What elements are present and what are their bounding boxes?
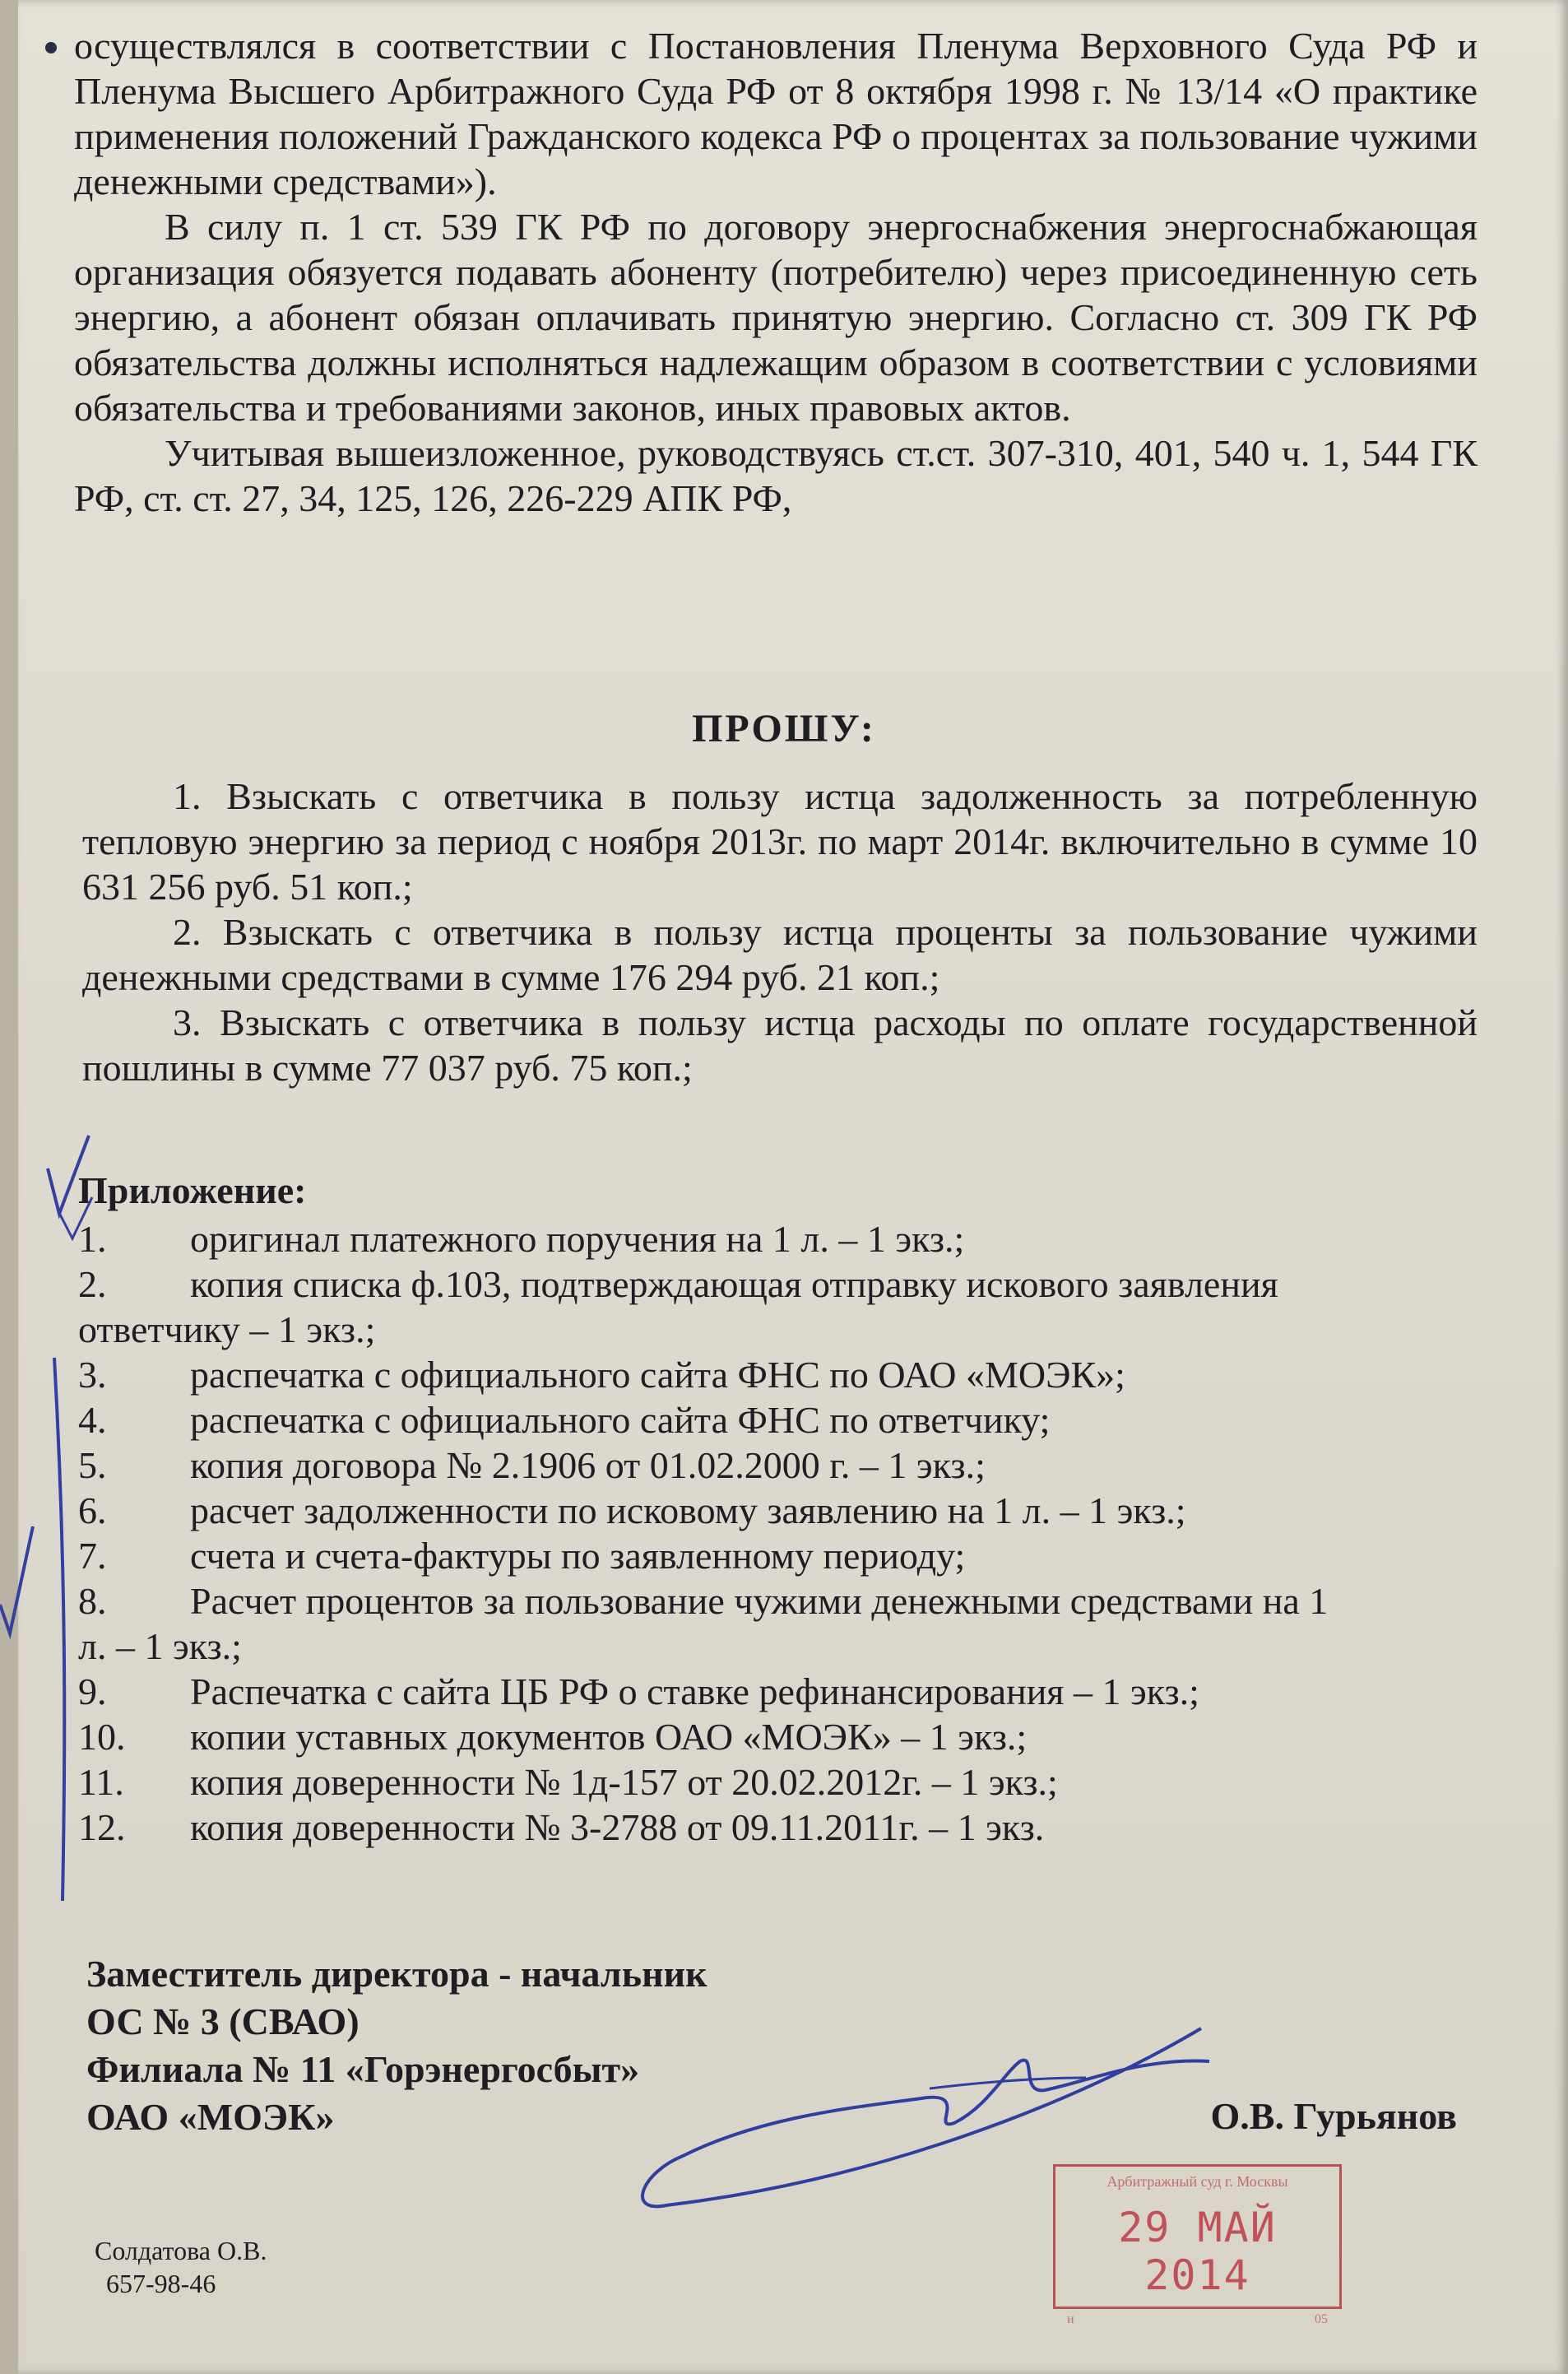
- attachment-num: 9.: [78, 1670, 107, 1712]
- attachment-num: 5.: [78, 1444, 107, 1486]
- attachment-text-cont: ответчику – 1 экз.;: [78, 1308, 376, 1350]
- attachment-num: 11.: [78, 1761, 124, 1803]
- attachment-text: Расчет процентов за пользование чужими денежными средствами на 1: [190, 1580, 1329, 1622]
- signatory-name: О.В. Гурьянов: [1210, 2095, 1457, 2137]
- request-item-3: 3. Взыскать с ответчика в пользу истца расходы по оплате государственной пошлины в сумме 77 037 руб. 75 коп.;: [82, 1001, 1478, 1089]
- signatory-company: ОАО «МОЭК»: [86, 2096, 335, 2138]
- attachment-num: 8.: [78, 1580, 107, 1622]
- executor-phone: 657-98-46: [106, 2269, 216, 2298]
- attachment-num: 4.: [78, 1399, 107, 1441]
- attachment-num: 10.: [78, 1716, 126, 1758]
- stamp-footer: и 05: [1067, 2312, 1328, 2326]
- attachment-text: копия списка ф.103, подтверждающая отправку искового заявления: [190, 1263, 1278, 1305]
- attachment-num: 6.: [78, 1489, 107, 1531]
- stamp-date: 29 МАЙ 2014: [1118, 2204, 1277, 2299]
- paragraph-1: осуществлялся в соответствии с Постановления Пленума Верховного Суда РФ и Пленума Высшего Арбитражного Суда РФ от 8 октября 1998 г. № 13/14 «О практике применения положений Гражданского кодекса РФ о процентах за пользование чужими денежными средствами»).: [74, 25, 1478, 202]
- request-heading: ПРОШУ:: [692, 707, 876, 750]
- ink-dot: [45, 42, 57, 53]
- attachment-num: 1.: [78, 1218, 107, 1260]
- attachment-text: копия доверенности № 1д-157 от 20.02.2012г. – 1 экз.;: [190, 1761, 1058, 1803]
- signatory-position: Заместитель директора - начальник: [86, 1953, 707, 1995]
- attachment-text: копия договора № 2.1906 от 01.02.2000 г. – 1 экз.;: [190, 1444, 986, 1486]
- attachment-text: оригинал платежного поручения на 1 л. – 1 экз.;: [190, 1218, 965, 1260]
- attachment-num: 2.: [78, 1263, 107, 1305]
- signatory-branch: Филиала № 11 «Горэнергосбыт»: [86, 2048, 640, 2090]
- attachment-text: расчет задолженности по исковому заявлению на 1 л. – 1 экз.;: [190, 1489, 1186, 1531]
- signatory-department: ОС № 3 (СВАО): [86, 2000, 360, 2042]
- margin-check-pen: [0, 1526, 33, 1633]
- paragraph-3: Учитывая вышеизложенное, руководствуясь ст.ст. 307-310, 401, 540 ч. 1, 544 ГК РФ, ст. ст. 27, 34, 125, 126, 226-229 АПК РФ,: [74, 432, 1478, 519]
- attachment-num: 3.: [78, 1354, 107, 1396]
- executor-name: Солдатова О.В.: [95, 2236, 267, 2265]
- stamp-code: 05: [1315, 2312, 1328, 2326]
- attachment-num: 12.: [78, 1806, 126, 1848]
- stamp-org: Арбитражный суд г. Москвы: [1106, 2173, 1288, 2190]
- attachment-text-cont: л. – 1 экз.;: [78, 1625, 242, 1667]
- attachment-text: распечатка с официального сайта ФНС по ответчику;: [190, 1399, 1051, 1441]
- paragraph-2: В силу п. 1 ст. 539 ГК РФ по договору энергоснабжения энергоснабжающая организация обязуется подавать абоненту (потребителю) через присоединенную сеть энергию, а абонент обязан оплачивать принятую энергию. Согласно ст. 309 ГК РФ обязательства должны исполняться надлежащим образом в соответствии с условиями обязательства и требованиями законов, иных правовых актов.: [74, 206, 1478, 429]
- checkmark-pen: [48, 1136, 89, 1214]
- attachment-text: копии уставных документов ОАО «МОЭК» – 1 экз.;: [190, 1716, 1028, 1758]
- bracket-pen-line: [54, 1358, 64, 1901]
- attachment-text: распечатка с официального сайта ФНС по ОАО «МОЭК»;: [190, 1354, 1125, 1396]
- attachment-text: копия доверенности № 3-2788 от 09.11.2011г. – 1 экз.: [190, 1806, 1045, 1848]
- request-item-1: 1. Взыскать с ответчика в пользу истца задолженность за потребленную тепловую энергию за период с ноября 2013г. по март 2014г. включительно в сумме 10 631 256 руб. 51 коп.;: [82, 775, 1478, 908]
- signature-scribble: [643, 2028, 1209, 2206]
- attachment-num: 7.: [78, 1535, 107, 1577]
- attachment-text: счета и счета-фактуры по заявленному периоду;: [190, 1535, 966, 1577]
- attachments-title: Приложение:: [78, 1169, 307, 1211]
- attachment-text: Распечатка с сайта ЦБ РФ о ставке рефинансирования – 1 экз.;: [190, 1670, 1199, 1712]
- request-item-2: 2. Взыскать с ответчика в пользу истца проценты за пользование чужими денежными средствами в сумме 176 294 руб. 21 коп.;: [82, 911, 1478, 998]
